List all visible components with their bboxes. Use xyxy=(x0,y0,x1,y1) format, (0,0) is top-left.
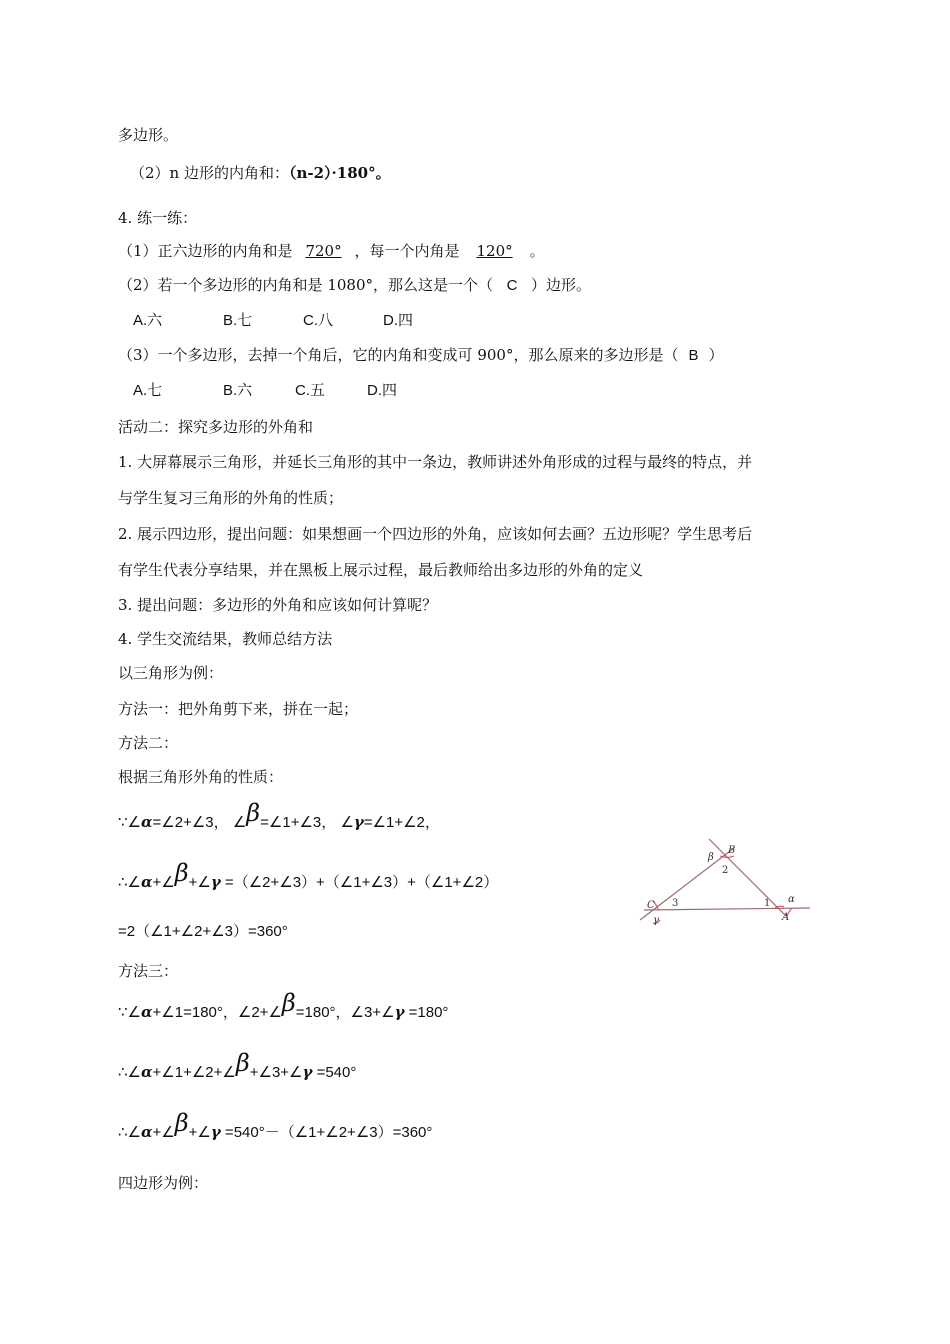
answer-blank: 120° xyxy=(476,242,513,260)
side-ba-line xyxy=(709,839,786,916)
exercise-1 xyxy=(118,240,545,262)
label-gamma: γ xyxy=(653,915,659,926)
label-a: A xyxy=(782,912,790,923)
label-1: 1 xyxy=(764,898,771,909)
option: C.八 xyxy=(303,312,334,329)
formula-text: =540°－（∠1+∠2+∠3）=360° xyxy=(220,1124,433,1141)
option: D.四 xyxy=(367,382,398,399)
therefore-symbol: ∴ xyxy=(118,1124,128,1141)
greek-beta: β xyxy=(235,1049,250,1077)
text-span: （2）n 边形的内角和： xyxy=(130,164,289,182)
text-span: ，每一个内角是 xyxy=(354,242,460,260)
angle-symbol: ∠ xyxy=(232,814,247,831)
greek-alpha: α xyxy=(141,1063,153,1081)
text-span: ） xyxy=(708,346,724,364)
text-line: 4. 学生交流结果，教师总结方法 xyxy=(118,630,333,648)
text-span: （3）一个多边形，去掉一个角后，它的内角和变成可 900°，那么原来的多边形是（ xyxy=(118,346,679,364)
section-heading: 活动二：探究多边形的外角和 xyxy=(118,418,314,436)
angle-symbol: ∠ xyxy=(127,814,141,831)
formula-text: + xyxy=(188,1124,198,1141)
text-line xyxy=(130,162,391,184)
label-c: C xyxy=(647,900,655,911)
angle-symbol: ∠ xyxy=(127,874,141,891)
triangle-lines xyxy=(640,839,810,920)
formula-text: =180° xyxy=(404,1004,449,1021)
angle-symbol: ∠ xyxy=(222,1064,236,1081)
greek-beta: β xyxy=(174,859,189,887)
greek-beta: β xyxy=(281,989,296,1017)
formula-text: +∠1=180°，∠2+ xyxy=(152,1004,269,1021)
formula-bold: （n-2）·180°。 xyxy=(288,164,391,182)
text-span: ）边形。 xyxy=(531,276,592,294)
formula-text: +∠3+ xyxy=(249,1064,290,1081)
formula-text: =∠1+∠3， xyxy=(260,814,337,831)
formula-text: =∠1+∠2， xyxy=(363,814,440,831)
formula-line xyxy=(118,1049,357,1084)
answer-choice: C xyxy=(506,277,518,294)
angle-symbol: ∠ xyxy=(161,874,175,891)
greek-alpha: α xyxy=(141,1123,153,1141)
answer-choice: B xyxy=(688,347,699,364)
label-b: B xyxy=(728,845,736,856)
text-line: 有学生代表分享结果，并在黑板上展示过程，最后教师给出多边形的外角的定义 xyxy=(118,561,644,579)
angle-symbol: ∠ xyxy=(381,1004,395,1021)
label-alpha: α xyxy=(788,894,795,905)
greek-gamma: γ xyxy=(394,1003,405,1021)
formula-text: =540° xyxy=(312,1064,357,1081)
formula-text: + xyxy=(188,874,198,891)
triangle-figure xyxy=(636,838,812,930)
angle-symbol: ∠ xyxy=(161,1124,175,1141)
answer-blank: 720° xyxy=(305,242,342,260)
text-line: 以三角形为例： xyxy=(118,664,224,682)
angle-symbol: ∠ xyxy=(127,1064,141,1081)
formula-line xyxy=(118,1109,433,1144)
greek-alpha: α xyxy=(141,873,153,891)
exercise-2 xyxy=(118,274,591,297)
angle-symbol: ∠ xyxy=(268,1004,282,1021)
text-line: 2. 展示四边形，提出问题：如果想画一个四边形的外角，应该如何去画？五边形呢？学生思考后 xyxy=(118,525,753,543)
greek-gamma: γ xyxy=(353,813,364,831)
formula-text: =（∠2+∠3）+（∠1+∠3）+（∠1+∠2） xyxy=(220,874,499,891)
text-line: 1. 大屏幕展示三角形，并延长三角形的其中一条边，教师讲述外角形成的过程与最终的特点，并 xyxy=(118,453,753,471)
greek-gamma: γ xyxy=(210,1123,221,1141)
greek-beta: β xyxy=(246,799,261,827)
greek-alpha: α xyxy=(141,813,153,831)
text-span: 。 xyxy=(529,242,545,260)
option: B.六 xyxy=(223,382,253,399)
text-line: 方法一：把外角剪下来，拼在一起； xyxy=(118,700,359,718)
angle-symbol: ∠ xyxy=(197,874,211,891)
formula-line: =2（∠1+∠2+∠3）=360° xyxy=(118,923,288,940)
option: A.七 xyxy=(133,382,163,399)
option: D.四 xyxy=(383,312,414,329)
formula-line xyxy=(118,989,449,1024)
angle-symbol: ∠ xyxy=(289,1064,303,1081)
formula-text: + xyxy=(152,874,162,891)
angle-symbol: ∠ xyxy=(127,1124,141,1141)
label-2: 2 xyxy=(722,865,729,876)
greek-gamma: γ xyxy=(210,873,221,891)
option: A.六 xyxy=(133,312,163,329)
because-symbol: ∵ xyxy=(118,1004,128,1021)
greek-gamma: γ xyxy=(302,1063,313,1081)
label-beta: β xyxy=(708,852,714,863)
text-line: 多边形。 xyxy=(118,126,179,144)
therefore-symbol: ∴ xyxy=(118,874,128,891)
option: C.五 xyxy=(295,382,326,399)
option: B.七 xyxy=(223,312,253,329)
angle-symbol: ∠ xyxy=(197,1124,211,1141)
formula-line xyxy=(118,799,440,834)
text-line: 方法三： xyxy=(118,962,179,980)
text-line: 方法二： xyxy=(118,734,179,752)
because-symbol: ∵ xyxy=(118,814,128,831)
angle-symbol: ∠ xyxy=(127,1004,141,1021)
exercise-3 xyxy=(118,344,723,367)
formula-text: =180°，∠3+ xyxy=(295,1004,382,1021)
text-span: （1）正六边形的内角和是 xyxy=(118,242,293,260)
label-3: 3 xyxy=(672,898,679,909)
options-row xyxy=(133,380,397,402)
angle-symbol: ∠ xyxy=(340,814,354,831)
greek-alpha: α xyxy=(141,1003,153,1021)
section-heading: 4. 练一练： xyxy=(118,209,198,227)
text-line: 3. 提出问题：多边形的外角和应该如何计算呢？ xyxy=(118,596,438,614)
text-span: （2）若一个多边形的内角和是 1080°，那么这是一个（ xyxy=(118,276,493,294)
formula-text: =∠2+∠3， xyxy=(152,814,229,831)
base-line xyxy=(644,908,810,910)
greek-beta: β xyxy=(174,1109,189,1137)
text-line: 根据三角形外角的性质： xyxy=(118,768,284,786)
formula-line xyxy=(118,859,499,894)
therefore-symbol: ∴ xyxy=(118,1064,128,1081)
options-row xyxy=(133,310,413,332)
text-line: 与学生复习三角形的外角的性质； xyxy=(118,489,344,507)
text-line: 四边形为例： xyxy=(118,1174,209,1192)
formula-text: + xyxy=(152,1124,162,1141)
formula-text: +∠1+∠2+ xyxy=(152,1064,223,1081)
